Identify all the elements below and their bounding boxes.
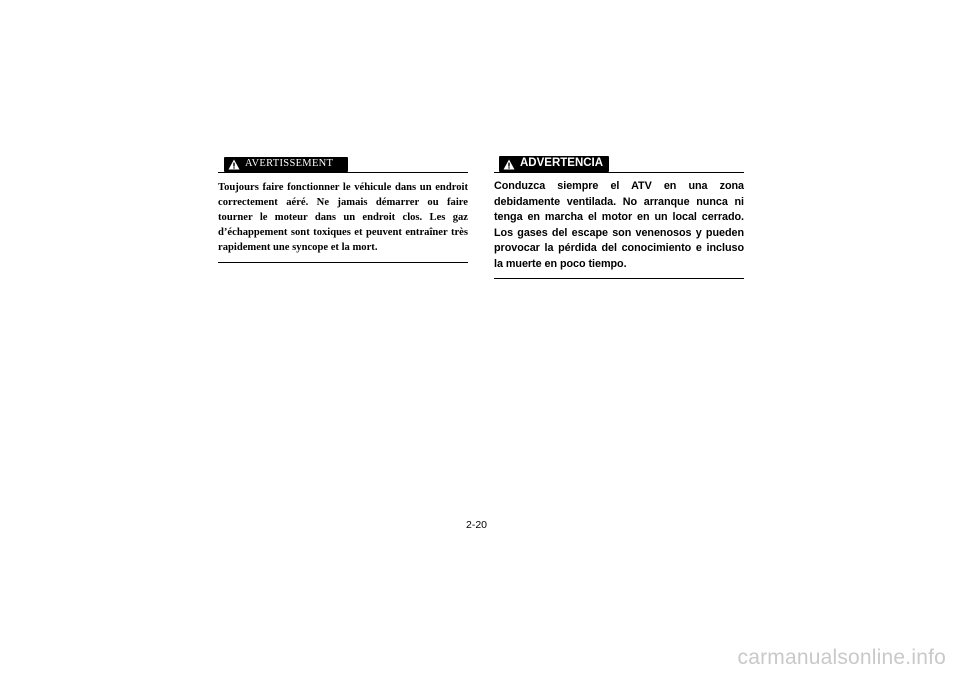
warning-header bbox=[494, 155, 744, 175]
bottom-rule bbox=[218, 262, 468, 263]
warning-label: AVERTISSEMENT bbox=[245, 158, 334, 170]
warning-triangle-icon bbox=[228, 159, 240, 170]
watermark: carmanualsonline.info bbox=[737, 646, 946, 669]
header-rule bbox=[494, 172, 744, 173]
bottom-rule bbox=[494, 278, 744, 279]
warning-triangle-icon bbox=[503, 159, 515, 170]
warning-block-spanish bbox=[494, 155, 744, 279]
warning-badge bbox=[224, 157, 348, 172]
warning-block-french bbox=[218, 155, 468, 263]
warning-header bbox=[218, 155, 468, 175]
header-rule bbox=[218, 172, 468, 173]
page-number: 2-20 bbox=[466, 519, 488, 531]
warning-text: Toujours faire fonctionner le véhicule dans un endroit correctement aéré. Ne jamais démarrer ou faire tourner le moteur dans un endroit clos. Les gaz d’échappement sont toxiques et peuvent entraîner très rapidement une syncope et la mort. bbox=[218, 182, 468, 253]
warning-badge bbox=[499, 156, 609, 172]
warning-label: ADVERTENCIA bbox=[520, 157, 604, 170]
warning-text: Conduzca siempre el ATV en una zona debidamente ventilada. No arranque nunca ni tenga en marcha el motor en un local cerrado. Los gases del escape son venenosos y pueden provocar la pérdida del conocimiento e incluso la muerte en poco tiempo. bbox=[494, 180, 744, 270]
